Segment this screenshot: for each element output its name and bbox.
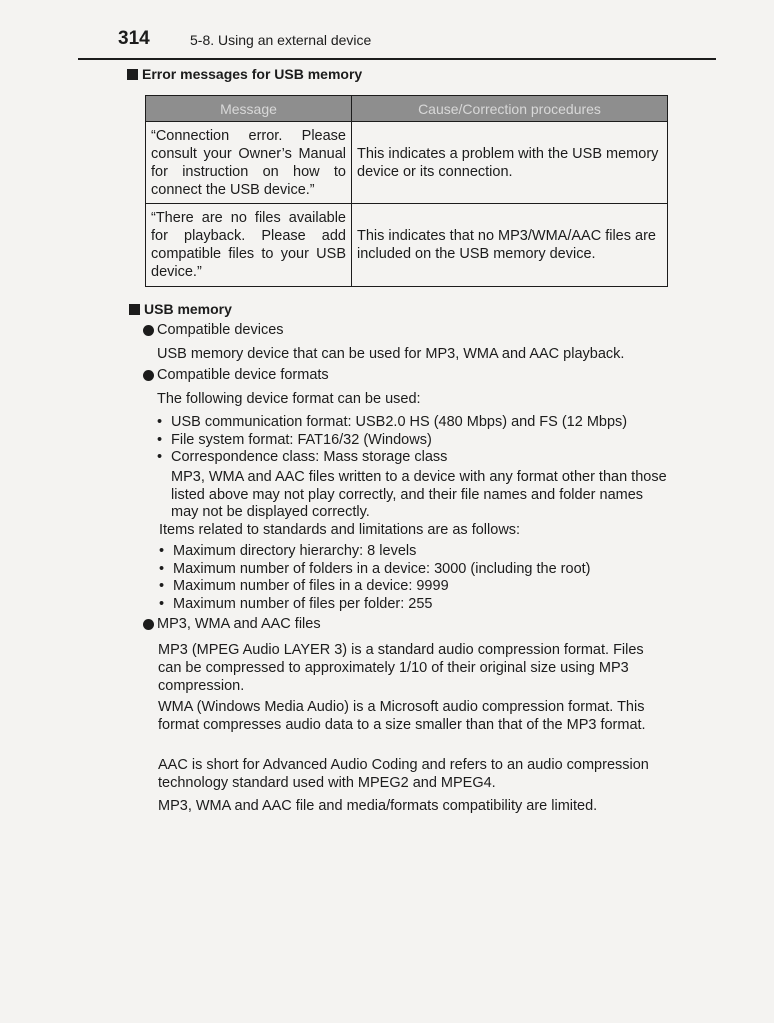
aac-paragraph: AAC is short for Advanced Audio Coding and refers to an audio compression technology standard used with MPEG2 and MPEG4. [158,757,649,791]
table-row [146,204,668,287]
limits-intro: Items related to standards and limitations are as follows: [159,522,521,538]
subheading-text: Compatible device formats [157,367,329,383]
page-number: 314 [118,28,150,49]
list-item: • Maximum number of files per folder: 255 [159,596,659,614]
column-header: Message [146,96,352,122]
section-heading-text: USB memory [144,301,232,317]
table-row [146,122,668,204]
error-messages-table [145,95,668,287]
section-heading-text: Error messages for USB memory [142,66,363,82]
square-bullet-icon [127,69,138,80]
section-heading-usb [129,301,232,317]
page-header [118,26,718,58]
round-bullet-icon [143,325,154,336]
chapter-title: 5-8. Using an external device [190,32,372,48]
subheading-compatible-devices [143,322,284,338]
list-item: • Maximum number of folders in a device: 3000 (including the root) [159,561,659,579]
square-bullet-icon [129,304,140,315]
subheading-text: MP3, WMA and AAC files [157,616,321,632]
message-cell: “Connection error. Please consult your Owner’s Manual for instruction on how to connect the USB device.” [146,122,352,204]
list-item: • USB communication format: USB2.0 HS (480 Mbps) and FS (12 Mbps) [157,414,663,432]
mp3-paragraph: MP3 (MPEG Audio LAYER 3) is a standard audio compression format. Files can be compressed to approximately 1/10 of their original size using MP3 compression. [158,642,644,694]
list-item: • Maximum number of files in a device: 9999 [159,578,659,596]
subheading-files [143,616,321,632]
format-note: MP3, WMA and AAC files written to a device with any format other than those listed above may not play correctly, and their file names and folder names may not be displayed correctly. [171,469,667,520]
wma-paragraph: WMA (Windows Media Audio) is a Microsoft audio compression format. This format compresses audio data to a size smaller than that of the MP3 format. [158,699,646,733]
round-bullet-icon [143,370,154,381]
limits-list [159,543,659,613]
list-item: • Maximum directory hierarchy: 8 levels [159,543,659,561]
table-header-row [146,96,668,122]
list-item: • File system format: FAT16/32 (Windows) [157,432,663,450]
compatible-devices-text: USB memory device that can be used for MP3, WMA and AAC playback. [157,346,625,362]
compatibility-paragraph: MP3, WMA and AAC file and media/formats compatibility are limited. [158,798,598,814]
formats-intro: The following device format can be used: [157,391,421,407]
format-list [157,414,663,467]
subheading-text: Compatible devices [157,322,284,338]
cause-cell: This indicates a problem with the USB memory device or its connection. [352,122,668,204]
section-heading-errors [127,66,362,82]
header-rule [78,58,716,60]
cause-cell: This indicates that no MP3/WMA/AAC files are included on the USB memory device. [352,204,668,287]
column-header: Cause/Correction procedures [352,96,668,122]
list-item: • Correspondence class: Mass storage class [157,449,663,467]
subheading-compatible-formats [143,367,329,383]
message-cell: “There are no files available for playback. Please add compatible files to your USB device.” [146,204,352,287]
round-bullet-icon [143,619,154,630]
